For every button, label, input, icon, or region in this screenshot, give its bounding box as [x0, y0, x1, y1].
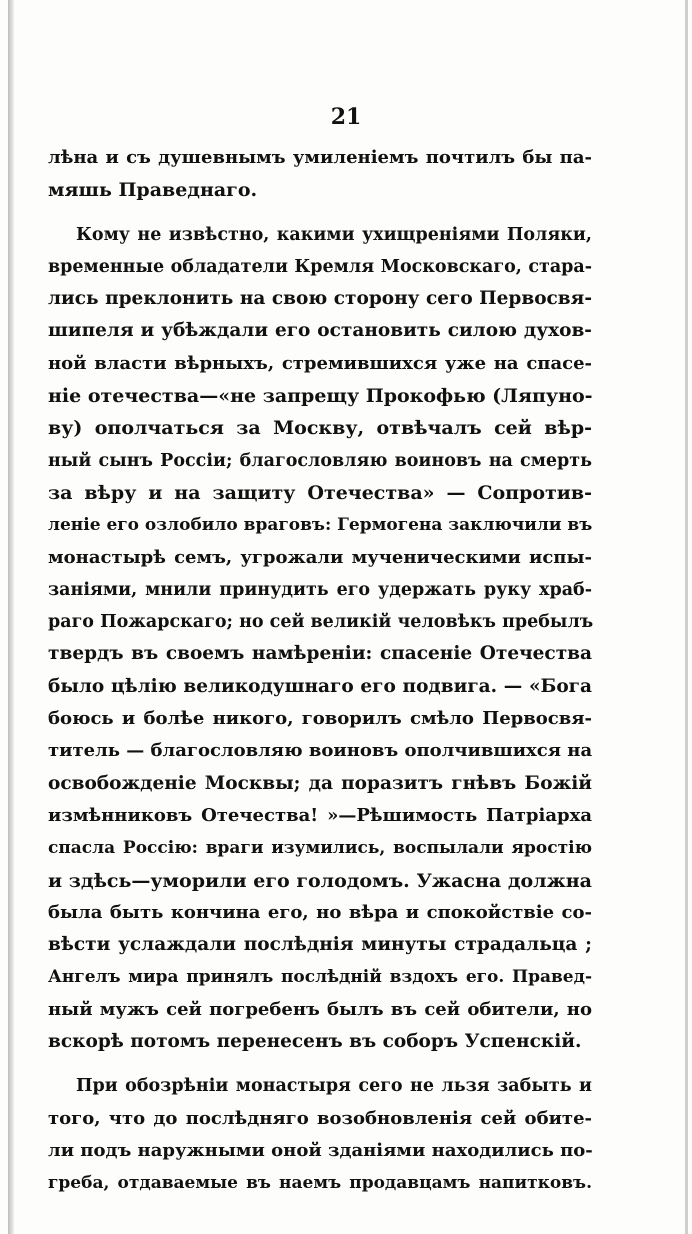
- text-line: шипеля и убѣждали его остановить силою духов-: [48, 320, 592, 342]
- text-line: ный сынъ Россіи; благословляю воиновъ на смерть: [48, 450, 592, 471]
- text-line: Кому не извѣстно, какими ухищреніями Поляки,: [76, 224, 592, 245]
- text-line: освобожденіе Москвы; да поразитъ гнѣвъ Божій: [48, 772, 592, 794]
- text-line: лись преклонить на свою сторону сего Первосвя-: [48, 288, 592, 310]
- text-line: раго Пожарскаго; но сей великій человѣкъ пребылъ: [48, 612, 594, 633]
- page-number: 21: [330, 104, 362, 130]
- text-line: монастырѣ семъ, угрожали мученическими испы-: [48, 546, 592, 568]
- text-line: мяшь Праведнаго.: [48, 179, 258, 202]
- body-text: [48, 142, 592, 1200]
- page-right-edge: [685, 0, 688, 1234]
- text-line: твердъ въ своемъ намѣреніи: спасеніе Отечества: [48, 643, 592, 665]
- text-line: титель — благословляю воиновъ ополчившихся на: [48, 740, 593, 762]
- text-line: вѣсти услаждали послѣднія минуты страдальца ;: [48, 934, 592, 956]
- text-line: лѣна и съ душевнымъ умиленіемъ почтилъ бы па-: [48, 147, 592, 168]
- text-line: ніе отечества—«не запрещу Прокофью (Ляпуно-: [48, 385, 593, 408]
- text-line: ву) ополчаться за Москву, отвѣчалъ сей вѣр-: [48, 417, 592, 440]
- page-binding-edge: [8, 0, 14, 1234]
- text-line: и здѣсь—уморили его голодомъ. Ужасна должна: [48, 869, 592, 892]
- text-line: боюсь и болѣе никого, говорилъ смѣло Первосвя-: [48, 708, 592, 730]
- text-line: измѣнниковъ Отечества! »—Рѣшимость Патріарха: [48, 804, 592, 826]
- text-line: было цѣлію великодушнаго его подвига. — «Бога: [48, 675, 592, 697]
- text-line: спасла Россію: враги изумились, воспылали яростію: [48, 838, 592, 859]
- text-line: греба, отдаваемые въ наемъ продавцамъ напитковъ.: [48, 1173, 592, 1194]
- text-line: за вѣру и на защиту Отечества» — Сопротив-: [48, 481, 592, 504]
- text-line: Ангелъ мира принялъ послѣдній вздохъ его. Правед-: [48, 967, 592, 988]
- text-line: того, что до послѣдняго возобновленія сей обите-: [48, 1107, 592, 1129]
- text-line: ли подъ наружными оной зданіями находились по-: [48, 1139, 593, 1161]
- text-line: леніе его озлобило враговъ: Гермогена заключили въ: [48, 515, 593, 536]
- text-line: вскорѣ потомъ перенесенъ въ соборъ Успенскій.: [48, 1031, 582, 1053]
- text-line: ной власти вѣрныхъ, стремившихся уже на спасе-: [48, 352, 592, 374]
- text-line: временные обладатели Кремля Московскаго, стара-: [48, 256, 592, 277]
- text-line: При обозрѣніи монастыря сего не льзя забыть и: [76, 1076, 592, 1097]
- text-line: ный мужъ сей погребенъ былъ въ сей обители, но: [48, 998, 592, 1020]
- text-line: была быть кончина его, но вѣра и спокойствіе со-: [48, 901, 592, 923]
- text-line: заніями, мнили принудить его удержать руку храб-: [48, 579, 592, 600]
